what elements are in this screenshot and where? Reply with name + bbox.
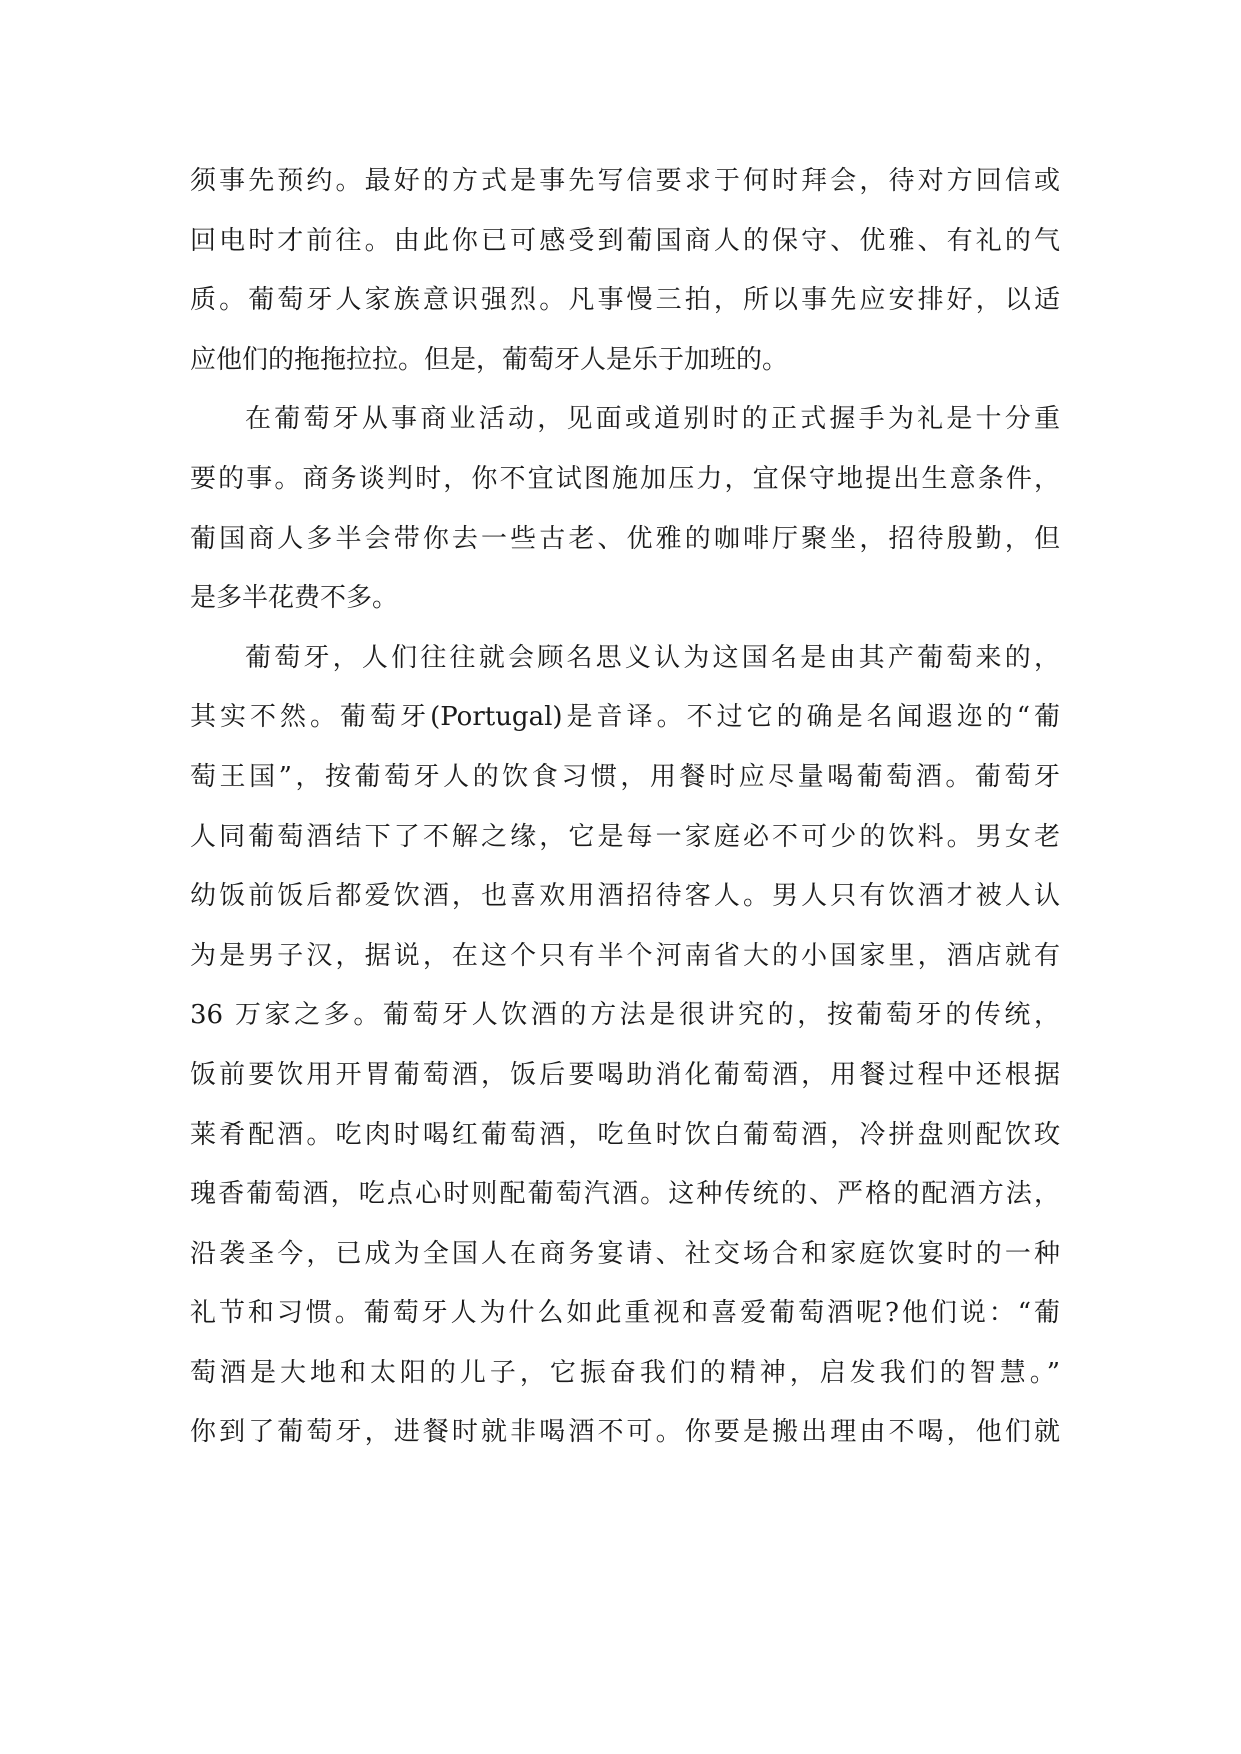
text-line: 应他们的拖拖拉拉。但是，葡萄牙人是乐于加班的。 bbox=[190, 344, 789, 375]
text-line: 36 万家之多。葡萄牙人饮酒的方法是很讲究的，按葡萄牙的传统， bbox=[190, 1000, 1060, 1031]
text-line: 为是男子汉，据说，在这个只有半个河南省大的小国家里，酒店就有 bbox=[190, 940, 1060, 971]
text-line: 礼节和习惯。葡萄牙人为什么如此重视和喜爱葡萄酒呢?他们说：“葡 bbox=[190, 1298, 1060, 1329]
text-line: 回电时才前往。由此你已可感受到葡国商人的保守、优雅、有礼的气 bbox=[190, 225, 1060, 256]
text-line: 莱肴配酒。吃肉时喝红葡萄酒，吃鱼时饮白葡萄酒，冷拼盘则配饮玫 bbox=[190, 1119, 1060, 1150]
text-line: 须事先预约。最好的方式是事先写信要求于何时拜会，待对方回信或 bbox=[190, 166, 1060, 196]
text-line: 你到了葡萄牙，进餐时就非喝酒不可。你要是搬出理由不喝，他们就 bbox=[190, 1417, 1060, 1448]
text-line: 要的事。商务谈判时，你不宜试图施加压力，宜保守地提出生意条件， bbox=[190, 463, 1060, 494]
text-line: 其实不然。葡萄牙(Portugal)是音译。不过它的确是名闻遐迩的“葡 bbox=[190, 702, 1060, 733]
paragraph-first-line: 葡萄牙，人们往往就会顾名思义认为这国名是由其产葡萄来的， bbox=[245, 642, 1060, 673]
paragraph-first-line: 在葡萄牙从事商业活动，见面或道别时的正式握手为礼是十分重 bbox=[245, 404, 1060, 435]
text-line: 饭前要饮用开胃葡萄酒，饭后要喝助消化葡萄酒，用餐过程中还根据 bbox=[190, 1059, 1060, 1090]
text-line: 瑰香葡萄酒，吃点心时则配葡萄汽酒。这种传统的、严格的配酒方法， bbox=[190, 1179, 1060, 1210]
text-line: 葡国商人多半会带你去一些古老、优雅的咖啡厅聚坐，招待殷勤，但 bbox=[190, 523, 1060, 554]
text-line: 沿袭圣今，已成为全国人在商务宴请、社交场合和家庭饮宴时的一种 bbox=[190, 1238, 1060, 1269]
text-line: 人同葡萄酒结下了不解之缘，它是每一家庭必不可少的饮料。男女老 bbox=[190, 821, 1060, 852]
text-line: 质。葡萄牙人家族意识强烈。凡事慢三拍，所以事先应安排好，以适 bbox=[190, 285, 1060, 316]
text-line: 萄酒是大地和太阳的儿子，它振奋我们的精神，启发我们的智慧。” bbox=[190, 1357, 1060, 1388]
text-line: 萄王国”，按葡萄牙人的饮食习惯，用餐时应尽量喝葡萄酒。葡萄牙 bbox=[190, 761, 1060, 792]
body-text bbox=[190, 152, 1060, 1463]
text-line: 幼饭前饭后都爱饮酒，也喜欢用酒招待客人。男人只有饮酒才被人认 bbox=[190, 881, 1060, 912]
text-line: 是多半花费不多。 bbox=[190, 583, 399, 614]
